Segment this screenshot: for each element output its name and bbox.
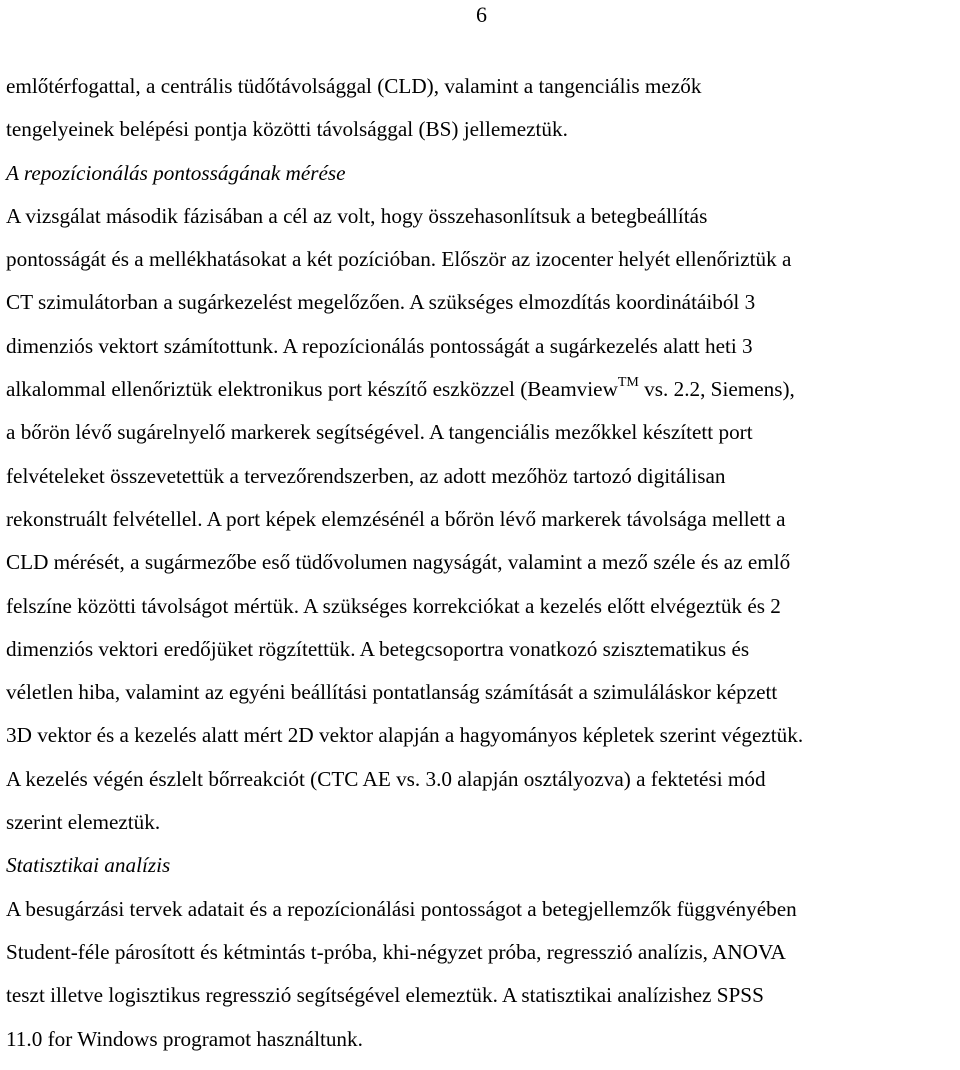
text-line: CT szimulátorban a sugárkezelést megelőzően. A szükséges elmozdítás koordinátáiból 3 bbox=[6, 290, 756, 315]
text-line: a bőrön lévő sugárelnyelő markerek segítségével. A tangenciális mezőkkel készített port bbox=[6, 420, 753, 445]
page-number: 6 bbox=[476, 2, 487, 27]
text-line: CLD mérését, a sugármezőbe eső tüdővolumen nagyságát, valamint a mező széle és az emlő bbox=[6, 550, 791, 575]
text-fragment: alkalommal ellenőriztük elektronikus port készítő eszközzel (Beamview bbox=[6, 377, 618, 402]
text-line: dimenziós vektort számítottunk. A repozícionálás pontosságát a sugárkezelés alatt heti 3 bbox=[6, 333, 753, 358]
text-line: A besugárzási tervek adatait és a repozícionálási pontosságot a betegjellemzők függvényében bbox=[6, 896, 797, 921]
document-body bbox=[6, 65, 954, 1061]
section-heading-repositioning: A repozícionálás pontosságának mérése bbox=[6, 160, 346, 185]
text-line: dimenziós vektori eredőjüket rögzítettük. A betegcsoportra vonatkozó szisztematikus és bbox=[6, 636, 750, 661]
section-heading-statistics: Statisztikai analízis bbox=[6, 853, 171, 878]
text-line: felvételeket összevetettük a tervezőrendszerben, az adott mezőhöz tartozó digitálisan bbox=[6, 463, 726, 488]
trademark-superscript: TM bbox=[617, 375, 639, 391]
text-line: 11.0 for Windows programot használtunk. bbox=[6, 1026, 363, 1051]
text-line: Student-féle párosított és kétmintás t-próba, khi-négyzet próba, regresszió analízis, ANOVA bbox=[6, 939, 786, 964]
text-line: rekonstruált felvétellel. A port képek elemzésénél a bőrön lévő markerek távolsága mellett a bbox=[6, 506, 786, 531]
text-line: felszíne közötti távolságot mértük. A szükséges korrekciókat a kezelés előtt elvégeztük és 2 bbox=[6, 593, 781, 618]
text-line: teszt illetve logisztikus regresszió segítségével elemeztük. A statisztikai analízishez SPSS bbox=[6, 983, 764, 1008]
text-line: pontosságát és a mellékhatásokat a két pozícióban. Először az izocenter helyét ellenőriztük a bbox=[6, 247, 792, 272]
text-line: A vizsgálat második fázisában a cél az volt, hogy összehasonlítsuk a betegbeállítás bbox=[6, 203, 708, 228]
text-line: 3D vektor és a kezelés alatt mért 2D vektor alapján a hagyományos képletek szerint végeztük. bbox=[6, 723, 804, 748]
text-line: véletlen hiba, valamint az egyéni beállítási pontatlanság számítását a szimuláláskor képzett bbox=[6, 680, 778, 705]
text-line bbox=[6, 368, 954, 411]
text-line: emlőtérfogattal, a centrális tüdőtávolsággal (CLD), valamint a tangenciális mezők bbox=[6, 74, 702, 98]
text-line: szerint elemeztük. bbox=[6, 810, 161, 835]
text-line: tengelyeinek belépési pontja közötti távolsággal (BS) jellemeztük. bbox=[6, 117, 568, 142]
text-line: A kezelés végén észlelt bőrreakciót (CTC AE vs. 3.0 alapján osztályozva) a fektetési mód bbox=[6, 766, 766, 791]
text-fragment: vs. 2.2, Siemens), bbox=[638, 377, 795, 402]
